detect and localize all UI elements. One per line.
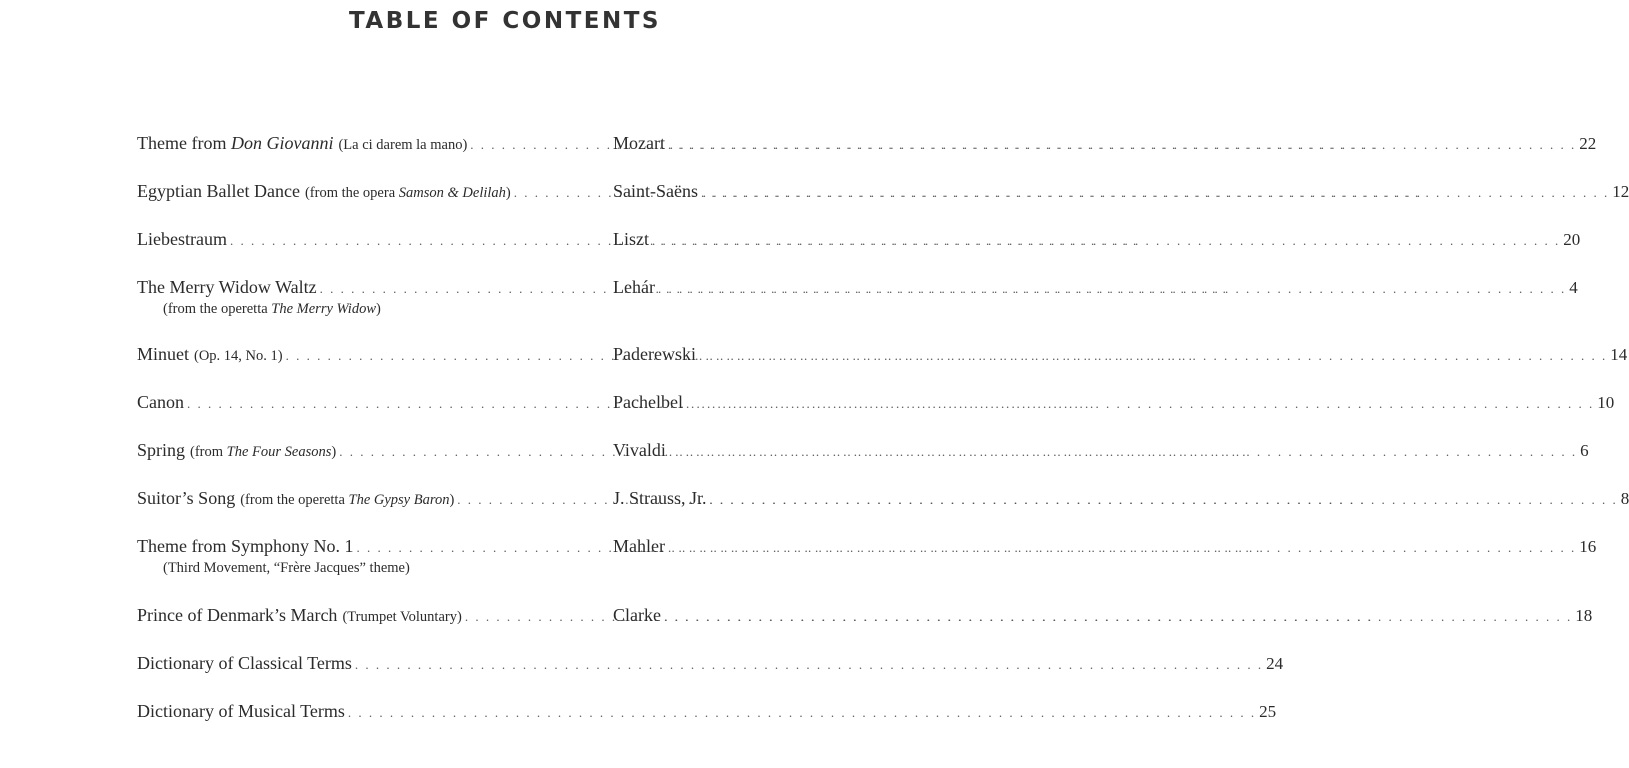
entry-page-number: 25 — [1259, 702, 1277, 721]
dot-leader — [701, 185, 1609, 201]
entry-title: Minuet — [137, 344, 189, 364]
entry-subtitle: (Third Movement, “Frère Jacques” theme) — [163, 560, 410, 576]
dot-leader — [668, 137, 1576, 153]
toc-entry[interactable] — [137, 536, 1597, 577]
toc-entry[interactable] — [137, 605, 1593, 629]
entry-title: Canon — [137, 392, 184, 412]
entry-page-number: 6 — [1580, 441, 1589, 460]
entry-note: (Trumpet Voluntary) — [342, 609, 462, 625]
dot-leader — [710, 492, 1618, 508]
entry-composer: J. Strauss, Jr. — [613, 488, 707, 508]
entry-page-number: 4 — [1569, 278, 1578, 297]
dot-leader — [669, 444, 1577, 460]
entry-note: (Op. 14, No. 1) — [194, 348, 283, 364]
entry-page-number: 14 — [1610, 345, 1628, 364]
dot-leader — [355, 657, 1263, 673]
entry-title: Suitor’s Song — [137, 488, 236, 508]
entry-composer: Mahler — [613, 536, 665, 556]
toc-entry[interactable] — [137, 488, 1629, 512]
entry-title: Theme from Don Giovanni — [137, 133, 334, 153]
entry-title: Dictionary of Classical Terms — [137, 653, 352, 673]
dot-leader — [658, 281, 1566, 297]
dot-leader — [699, 348, 1607, 364]
entry-composer: Saint-Saëns — [613, 181, 698, 201]
entry-composer: Lehár — [613, 277, 655, 297]
entry-composer: Vivaldi — [613, 440, 666, 460]
entry-title: Egyptian Ballet Dance — [137, 181, 300, 201]
toc-entry[interactable] — [137, 653, 1284, 677]
entry-note: (from the opera Samson & Delilah) — [304, 185, 511, 201]
toc-entry[interactable] — [137, 181, 1629, 205]
toc-entry[interactable] — [137, 392, 1615, 416]
entry-page-number: 12 — [1612, 182, 1629, 201]
entry-title: Dictionary of Musical Terms — [137, 701, 345, 721]
dot-leader — [664, 609, 1572, 625]
entry-title: Theme from Symphony No. 1 — [137, 536, 354, 556]
entry-composer: Mozart — [613, 133, 665, 153]
entry-page-number: 8 — [1620, 489, 1629, 508]
dot-leader — [652, 233, 1560, 249]
entry-page-number: 24 — [1266, 654, 1284, 673]
entry-title: Spring — [137, 440, 186, 460]
page-title: TABLE OF CONTENTS — [349, 8, 661, 34]
entry-composer: Liszt — [613, 229, 649, 249]
dot-leader — [668, 540, 1576, 556]
entry-page-number: 10 — [1597, 393, 1615, 412]
dot-leader — [348, 705, 1256, 721]
entry-page-number: 22 — [1579, 134, 1597, 153]
toc-entry[interactable] — [137, 229, 1581, 253]
entry-page-number: 20 — [1563, 230, 1581, 249]
entry-page-number: 16 — [1579, 537, 1597, 556]
entry-note: (from The Four Seasons) — [190, 444, 337, 460]
toc-entry[interactable] — [137, 133, 1597, 157]
toc-entry[interactable] — [137, 344, 1628, 368]
entry-title: Liebestraum — [137, 229, 227, 249]
entry-note: (from the operetta The Gypsy Baron) — [240, 492, 455, 508]
toc-entry[interactable] — [137, 701, 1277, 725]
entry-subtitle: (from the operetta The Merry Widow) — [163, 301, 381, 317]
entry-composer: Paderewski — [613, 344, 696, 364]
entry-title: Prince of Denmark’s March — [137, 605, 338, 625]
entry-composer: Pachelbel — [613, 392, 683, 412]
entry-note: (La ci darem la mano) — [338, 137, 468, 153]
toc-entry[interactable] — [137, 277, 1578, 318]
toc-entry[interactable] — [137, 440, 1589, 464]
entry-composer: Clarke — [613, 605, 661, 625]
dot-leader — [686, 396, 1594, 412]
entry-title: The Merry Widow Waltz — [137, 277, 317, 297]
entry-page-number: 18 — [1575, 606, 1593, 625]
